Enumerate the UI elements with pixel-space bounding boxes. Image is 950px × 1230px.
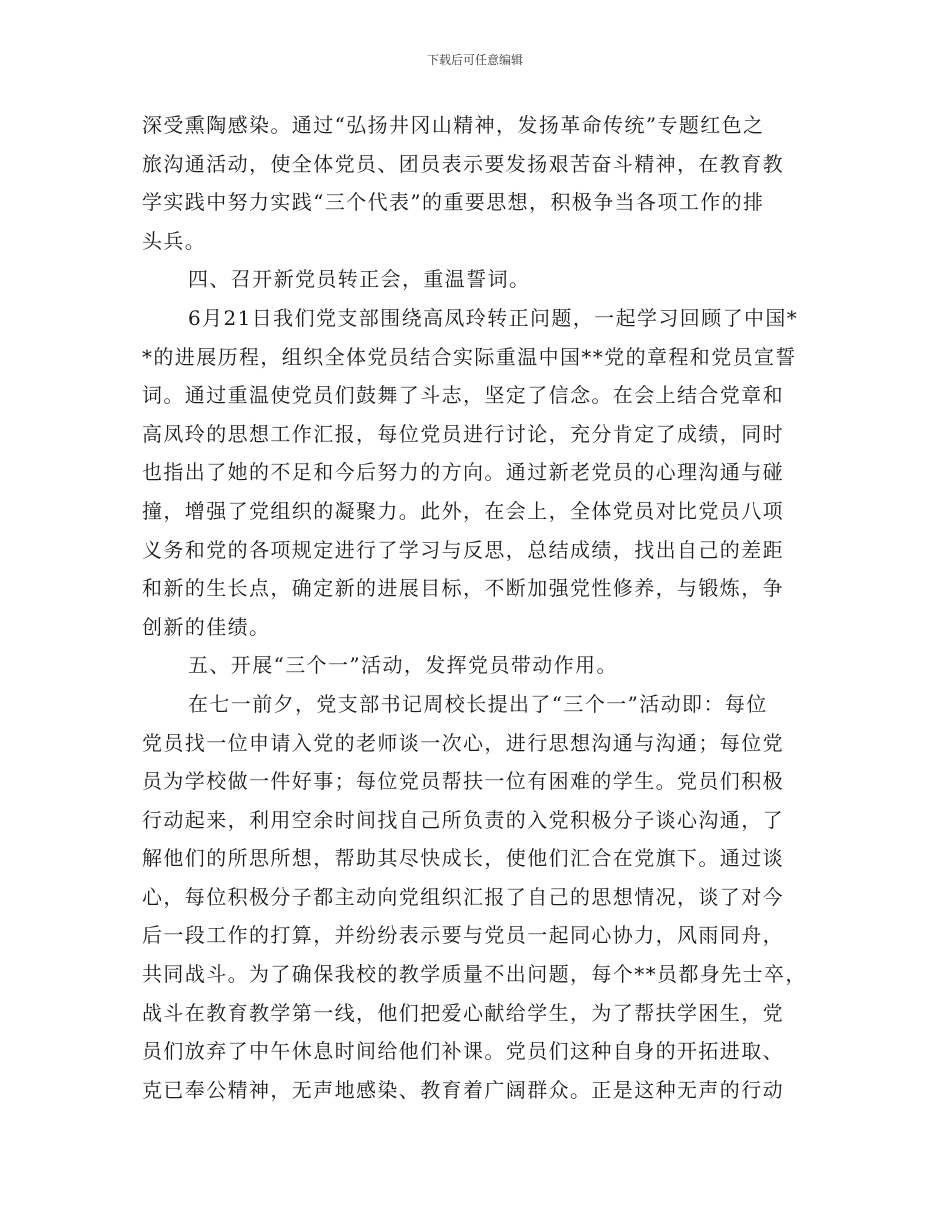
text-line: 词。通过重温使党员们鼓舞了斗志，坚定了信念。在会上结合党章和	[142, 383, 784, 408]
text-line: 创新的佳绩。	[142, 614, 271, 639]
text-line: 战斗在教育教学第一线，他们把爱心献给学生，为了帮扶学困生，党	[142, 1000, 784, 1025]
text-line: 克已奉公精神，无声地感染、教育着广阔群众。正是这种无声的行动	[142, 1077, 784, 1102]
text-line: 员们放弃了中午休息时间给他们补课。党员们这种自身的开拓进取、	[142, 1039, 784, 1064]
text-line: 行动起来，利用空余时间找自己所负责的入党积极分子谈心沟通，了	[142, 807, 784, 832]
text-line: 深受熏陶感染。通过“弘扬井冈山精神，发扬革命传统”专题红色之	[142, 113, 765, 137]
text-line: 心，每位积极分子都主动向党组织汇报了自己的思想情况，谈了对今	[142, 884, 784, 909]
text-line: 头兵。	[142, 228, 207, 253]
text-line: 后一段工作的打算，并纷纷表示要与党员一起同心协力，风雨同舟，	[142, 923, 784, 948]
text-line: 学实践中努力实践“三个代表”的重要思想，积极争当各项工作的排	[142, 190, 765, 215]
text-line: 共同战斗。为了确保我校的教学质量不出问题，每个**员都身先士卒，	[142, 962, 807, 987]
text-line: 解他们的所思所想，帮助其尽快成长，使他们汇合在党旗下。通过谈	[142, 846, 784, 871]
document-body	[142, 106, 807, 1109]
text-line: 旅沟通活动，使全体党员、团员表示要发扬艰苦奋斗精神，在教育教	[142, 151, 784, 176]
text-line: 6月21日我们党支部围绕高凤玲转正问题，一起学习回顾了中国*	[188, 305, 799, 330]
text-line: 义务和党的各项规定进行了学习与反思，总结成绩，找出自己的差距	[142, 537, 784, 562]
page-header: 下载后可任意编辑	[426, 53, 523, 67]
text-line: 在七一前夕，党支部书记周校长提出了“三个一”活动即：每位	[188, 691, 768, 716]
text-line: 高凤玲的思想工作汇报，每位党员进行讨论，充分肯定了成绩，同时	[142, 421, 784, 446]
text-line: 四、召开新党员转正会，重温誓词。	[188, 267, 531, 292]
text-line: *的进展历程，组织全体党员结合实际重温中国**党的章程和党员宣誓	[142, 344, 797, 369]
text-line: 和新的生长点，确定新的进展目标，不断加强党性修养，与锻炼，争	[142, 576, 784, 601]
text-line: 五、开展“三个一”活动，发挥党员带动作用。	[188, 653, 618, 678]
text-line: 也指出了她的不足和今后努力的方向。通过新老党员的心理沟通与碰	[142, 460, 784, 485]
text-line: 党员找一位申请入党的老师谈一次心，进行思想沟通与沟通；每位党	[142, 730, 784, 755]
text-line: 撞，增强了党组织的凝聚力。此外，在会上，全体党员对比党员八项	[142, 498, 784, 523]
text-line: 员为学校做一件好事；每位党员帮扶一位有困难的学生。党员们积极	[142, 769, 784, 794]
